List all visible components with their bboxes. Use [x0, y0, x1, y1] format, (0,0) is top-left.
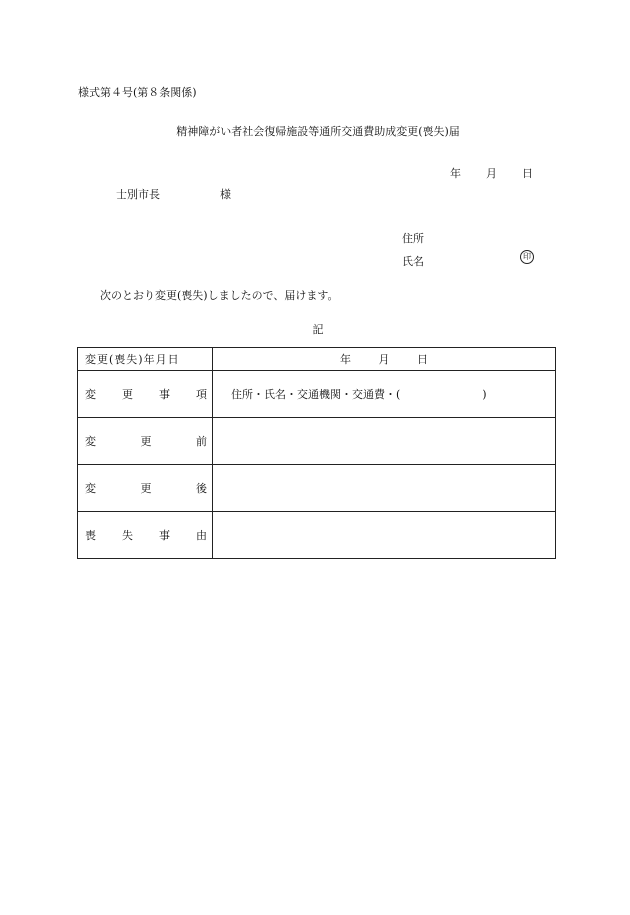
change-items-value[interactable] — [213, 371, 556, 418]
name-label: 氏名 — [402, 255, 424, 268]
body-text: 次のとおり変更(喪失)しましたので、届けます。 — [100, 289, 339, 302]
label-char: 変 — [85, 388, 96, 401]
label-char: 事 — [159, 388, 170, 401]
seal-mark: 印 — [520, 250, 534, 264]
date-day: 日 — [522, 167, 533, 180]
label-char: 変 — [85, 482, 96, 495]
before-label — [78, 418, 213, 465]
label-char: 更 — [140, 482, 152, 495]
table-row-loss-reason — [78, 512, 556, 559]
change-items-options: 住所・氏名・交通機関・交通費・( — [231, 388, 401, 401]
label-char: 更 — [140, 435, 152, 448]
form-table — [77, 347, 556, 559]
change-date-month: 月 — [378, 353, 390, 366]
change-date-year: 年 — [340, 353, 351, 366]
form-number: 様式第４号(第８条関係) — [78, 86, 197, 99]
label-char: 喪 — [85, 529, 96, 542]
date-month: 月 — [486, 167, 497, 180]
label-char: 変 — [85, 435, 96, 448]
table-row-before — [78, 418, 556, 465]
change-date-value[interactable] — [213, 348, 556, 371]
label-char: 更 — [122, 388, 133, 401]
label-char: 後 — [196, 482, 207, 495]
change-date-label-text: 変更(喪失)年月日 — [85, 353, 180, 366]
label-char: 由 — [196, 529, 207, 542]
label-char: 項 — [196, 388, 207, 401]
change-items-label — [78, 371, 213, 418]
ki-heading: 記 — [312, 323, 324, 336]
table-row-change-items — [78, 371, 556, 418]
change-date-label — [78, 348, 213, 371]
label-char: 事 — [159, 529, 170, 542]
address-label: 住所 — [402, 232, 424, 245]
loss-reason-label — [78, 512, 213, 559]
change-items-close: ) — [482, 388, 487, 401]
addressee-honorific: 様 — [220, 188, 231, 201]
document-title: 精神障がい者社会復帰施設等通所交通費助成変更(喪失)届 — [176, 125, 460, 138]
after-label — [78, 465, 213, 512]
label-char: 前 — [196, 435, 207, 448]
before-value[interactable] — [213, 418, 556, 465]
change-date-day: 日 — [417, 353, 428, 366]
loss-reason-value[interactable] — [213, 512, 556, 559]
table-row-after — [78, 465, 556, 512]
after-value[interactable] — [213, 465, 556, 512]
date-year: 年 — [450, 167, 461, 180]
label-char: 失 — [122, 529, 133, 542]
table-row-change-date — [78, 348, 556, 371]
addressee-name: 士別市長 — [116, 188, 160, 201]
